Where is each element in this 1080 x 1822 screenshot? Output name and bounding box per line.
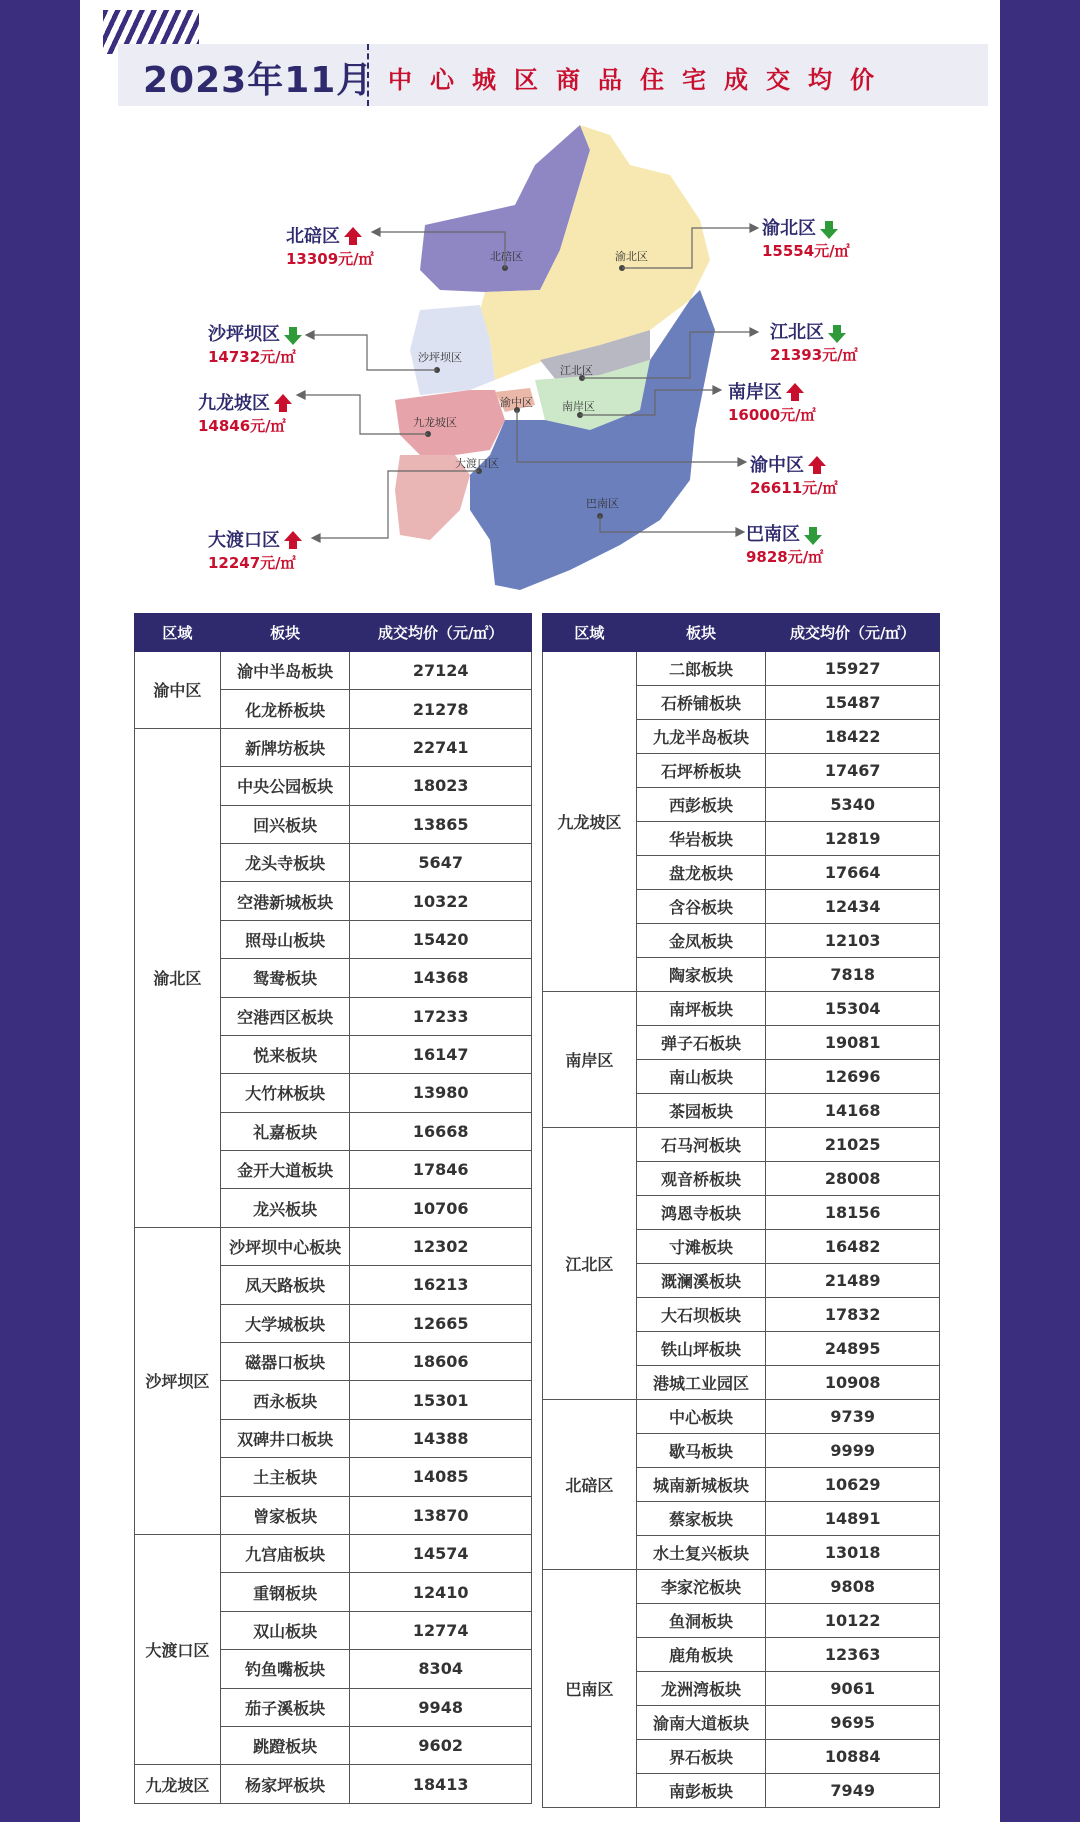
region-cell: 巴南区 [543, 1570, 637, 1808]
region-cell: 渝中区 [135, 652, 221, 729]
callout-name: 巴南区 [746, 524, 800, 545]
region-cell: 九龙坡区 [543, 652, 637, 992]
table-header-row [543, 614, 940, 652]
block-cell: 港城工业园区 [636, 1366, 766, 1400]
map-label-dadukou: 大渡口区 [455, 457, 499, 470]
price-cell: 21025 [766, 1128, 940, 1162]
table-row [135, 728, 532, 766]
block-cell: 沙坪坝中心板块 [220, 1227, 350, 1265]
price-cell: 5340 [766, 788, 940, 822]
arrow-down-icon [804, 535, 822, 545]
block-cell: 渝南大道板块 [636, 1706, 766, 1740]
block-cell: 二郎板块 [636, 652, 766, 686]
price-cell: 9061 [766, 1672, 940, 1706]
block-cell: 石马河板块 [636, 1128, 766, 1162]
price-cell: 7949 [766, 1774, 940, 1808]
price-cell: 18023 [350, 767, 532, 805]
block-cell: 城南新城板块 [636, 1468, 766, 1502]
table-row [543, 652, 940, 686]
price-cell: 9999 [766, 1434, 940, 1468]
callout-price: 13309元/㎡ [286, 250, 374, 268]
callout-beibei [286, 222, 374, 269]
price-cell: 5647 [350, 843, 532, 881]
region-cell: 江北区 [543, 1128, 637, 1400]
table-row [135, 1534, 532, 1572]
arrow-down-icon [284, 335, 302, 345]
block-cell: 大石坝板块 [636, 1298, 766, 1332]
block-cell: 陶家板块 [636, 958, 766, 992]
price-cell: 21489 [766, 1264, 940, 1298]
header-block: 板块 [220, 614, 350, 652]
block-cell: 空港新城板块 [220, 882, 350, 920]
callout-name: 九龙坡区 [198, 393, 270, 414]
block-cell: 鸳鸯板块 [220, 959, 350, 997]
price-cell: 16213 [350, 1266, 532, 1304]
block-cell: 石桥铺板块 [636, 686, 766, 720]
price-cell: 15304 [766, 992, 940, 1026]
callout-name: 渝中区 [750, 455, 804, 476]
price-cell: 13870 [350, 1496, 532, 1534]
block-cell: 茄子溪板块 [220, 1688, 350, 1726]
arrow-up-icon [344, 227, 362, 237]
price-cell: 22741 [350, 728, 532, 766]
region-cell: 沙坪坝区 [135, 1227, 221, 1534]
price-cell: 13865 [350, 805, 532, 843]
block-cell: 重钢板块 [220, 1573, 350, 1611]
map-label-shapingba: 沙坪坝区 [418, 351, 462, 364]
block-cell: 双碑井口板块 [220, 1419, 350, 1457]
block-cell: 弹子石板块 [636, 1026, 766, 1060]
block-cell: 南彭板块 [636, 1774, 766, 1808]
block-cell: 中心板块 [636, 1400, 766, 1434]
callout-price: 14732元/㎡ [208, 348, 296, 366]
region-cell: 大渡口区 [135, 1534, 221, 1764]
district-map [0, 0, 1080, 600]
header-price: 成交均价（元/㎡） [350, 614, 532, 652]
price-cell: 12410 [350, 1573, 532, 1611]
block-cell: 西永板块 [220, 1381, 350, 1419]
block-cell: 跳蹬板块 [220, 1726, 350, 1764]
block-cell: 大竹林板块 [220, 1074, 350, 1112]
block-cell: 礼嘉板块 [220, 1112, 350, 1150]
callout-price: 21393元/㎡ [770, 346, 858, 364]
block-cell: 渝中半岛板块 [220, 652, 350, 690]
table-row [135, 652, 532, 690]
price-cell: 27124 [350, 652, 532, 690]
price-cell: 10122 [766, 1604, 940, 1638]
price-cell: 16482 [766, 1230, 940, 1264]
price-cell: 14388 [350, 1419, 532, 1457]
price-cell: 14891 [766, 1502, 940, 1536]
price-cell: 9695 [766, 1706, 940, 1740]
callout-yubei [762, 214, 850, 261]
callout-jiulongpo [198, 389, 292, 436]
block-cell: 观音桥板块 [636, 1162, 766, 1196]
block-cell: 水土复兴板块 [636, 1536, 766, 1570]
arrow-up-icon [274, 394, 292, 404]
block-cell: 石坪桥板块 [636, 754, 766, 788]
page-title-year: 2023年11月 [143, 60, 374, 101]
price-cell: 17664 [766, 856, 940, 890]
block-cell: 大学城板块 [220, 1304, 350, 1342]
callout-name: 江北区 [770, 322, 824, 343]
block-cell: 回兴板块 [220, 805, 350, 843]
arrow-up-icon [786, 383, 804, 393]
region-cell: 九龙坡区 [135, 1765, 221, 1803]
header-block: 板块 [636, 614, 766, 652]
block-cell: 寸滩板块 [636, 1230, 766, 1264]
price-cell: 15487 [766, 686, 940, 720]
block-cell: 金开大道板块 [220, 1151, 350, 1189]
price-cell: 12434 [766, 890, 940, 924]
table-row [543, 992, 940, 1026]
price-cell: 15927 [766, 652, 940, 686]
header-region: 区域 [543, 614, 637, 652]
callout-name: 南岸区 [728, 382, 782, 403]
price-cell: 10706 [350, 1189, 532, 1227]
price-cell: 15420 [350, 920, 532, 958]
price-cell: 28008 [766, 1162, 940, 1196]
map-svg [0, 0, 1080, 600]
callout-nanan [728, 378, 816, 425]
block-cell: 土主板块 [220, 1458, 350, 1496]
price-cell: 9602 [350, 1726, 532, 1764]
price-cell: 13980 [350, 1074, 532, 1112]
block-cell: 九龙半岛板块 [636, 720, 766, 754]
price-cell: 17846 [350, 1151, 532, 1189]
block-cell: 铁山坪板块 [636, 1332, 766, 1366]
callout-name: 大渡口区 [208, 530, 280, 551]
page-subtitle: 中心城区商品住宅成交均价 [388, 66, 892, 94]
map-label-banan: 巴南区 [586, 497, 619, 510]
block-cell: 照母山板块 [220, 920, 350, 958]
block-cell: 凤天路板块 [220, 1266, 350, 1304]
price-cell: 18413 [350, 1765, 532, 1803]
callout-name: 北碚区 [286, 226, 340, 247]
block-cell: 曾家板块 [220, 1496, 350, 1534]
price-cell: 18422 [766, 720, 940, 754]
region-cell: 北碚区 [543, 1400, 637, 1570]
price-cell: 7818 [766, 958, 940, 992]
block-cell: 界石板块 [636, 1740, 766, 1774]
callout-price: 26611元/㎡ [750, 479, 838, 497]
block-cell: 南山板块 [636, 1060, 766, 1094]
table-row [135, 1765, 532, 1803]
arrow-up-icon [808, 456, 826, 466]
price-cell: 17233 [350, 997, 532, 1035]
table-row [543, 1570, 940, 1604]
callout-yuzhong [750, 451, 838, 498]
table-body-right [543, 652, 940, 1808]
block-cell: 茶园板块 [636, 1094, 766, 1128]
block-cell: 九宫庙板块 [220, 1534, 350, 1572]
map-label-yubei: 渝北区 [615, 250, 648, 263]
callout-shapingba [208, 320, 302, 367]
block-cell: 含谷板块 [636, 890, 766, 924]
price-table-right [542, 613, 940, 1808]
region-cell: 南岸区 [543, 992, 637, 1128]
price-cell: 8304 [350, 1650, 532, 1688]
map-label-beibei: 北碚区 [490, 250, 523, 263]
callout-price: 16000元/㎡ [728, 406, 816, 424]
map-label-nanan: 南岸区 [562, 400, 595, 413]
block-cell: 西彭板块 [636, 788, 766, 822]
block-cell: 龙兴板块 [220, 1189, 350, 1227]
price-cell: 14574 [350, 1534, 532, 1572]
block-cell: 化龙桥板块 [220, 690, 350, 728]
price-cell: 10629 [766, 1468, 940, 1502]
price-cell: 12103 [766, 924, 940, 958]
region-cell: 渝北区 [135, 728, 221, 1227]
price-cell: 12665 [350, 1304, 532, 1342]
price-cell: 12363 [766, 1638, 940, 1672]
block-cell: 盘龙板块 [636, 856, 766, 890]
block-cell: 杨家坪板块 [220, 1765, 350, 1803]
table-row [543, 1400, 940, 1434]
arrow-up-icon [284, 531, 302, 541]
block-cell: 中央公园板块 [220, 767, 350, 805]
callout-price: 12247元/㎡ [208, 554, 296, 572]
block-cell: 歇马板块 [636, 1434, 766, 1468]
price-cell: 9739 [766, 1400, 940, 1434]
price-cell: 24895 [766, 1332, 940, 1366]
callout-price: 9828元/㎡ [746, 548, 824, 566]
price-cell: 18156 [766, 1196, 940, 1230]
header-price: 成交均价（元/㎡） [766, 614, 940, 652]
map-label-jiangbei: 江北区 [560, 364, 593, 377]
map-region-shapingba [410, 305, 495, 395]
price-cell: 15301 [350, 1381, 532, 1419]
block-cell: 双山板块 [220, 1611, 350, 1649]
price-cell: 21278 [350, 690, 532, 728]
block-cell: 钓鱼嘴板块 [220, 1650, 350, 1688]
price-cell: 10908 [766, 1366, 940, 1400]
price-cell: 14085 [350, 1458, 532, 1496]
block-cell: 华岩板块 [636, 822, 766, 856]
map-label-jiulongpo: 九龙坡区 [413, 416, 457, 429]
callout-jiangbei [770, 318, 858, 365]
block-cell: 溉澜溪板块 [636, 1264, 766, 1298]
block-cell: 悦来板块 [220, 1035, 350, 1073]
price-cell: 14168 [766, 1094, 940, 1128]
block-cell: 金凤板块 [636, 924, 766, 958]
price-cell: 19081 [766, 1026, 940, 1060]
callout-price: 14846元/㎡ [198, 417, 286, 435]
block-cell: 鹿角板块 [636, 1638, 766, 1672]
block-cell: 龙头寺板块 [220, 843, 350, 881]
price-cell: 14368 [350, 959, 532, 997]
price-table-left [134, 613, 532, 1804]
price-cell: 16147 [350, 1035, 532, 1073]
block-cell: 磁器口板块 [220, 1343, 350, 1381]
block-cell: 龙洲湾板块 [636, 1672, 766, 1706]
callout-name: 沙坪坝区 [208, 324, 280, 345]
callout-name: 渝北区 [762, 218, 816, 239]
block-cell: 李家沱板块 [636, 1570, 766, 1604]
block-cell: 新牌坊板块 [220, 728, 350, 766]
table-body-left [135, 652, 532, 1804]
callout-dadukou [208, 526, 302, 573]
table-header-row [135, 614, 532, 652]
price-cell: 12302 [350, 1227, 532, 1265]
table-row [543, 1128, 940, 1162]
price-cell: 12696 [766, 1060, 940, 1094]
price-cell: 12819 [766, 822, 940, 856]
block-cell: 南坪板块 [636, 992, 766, 1026]
block-cell: 鱼洞板块 [636, 1604, 766, 1638]
price-cell: 17467 [766, 754, 940, 788]
price-cell: 9808 [766, 1570, 940, 1604]
block-cell: 空港西区板块 [220, 997, 350, 1035]
callout-banan [746, 520, 823, 567]
price-cell: 10322 [350, 882, 532, 920]
callout-price: 15554元/㎡ [762, 242, 850, 260]
arrow-down-icon [820, 229, 838, 239]
block-cell: 蔡家板块 [636, 1502, 766, 1536]
map-label-yuzhong: 渝中区 [500, 396, 533, 409]
price-cell: 17832 [766, 1298, 940, 1332]
header-region: 区域 [135, 614, 221, 652]
arrow-down-icon [828, 333, 846, 343]
price-cell: 10884 [766, 1740, 940, 1774]
price-cell: 16668 [350, 1112, 532, 1150]
price-cell: 18606 [350, 1343, 532, 1381]
table-row [135, 1227, 532, 1265]
block-cell: 鸿恩寺板块 [636, 1196, 766, 1230]
price-cell: 13018 [766, 1536, 940, 1570]
price-cell: 9948 [350, 1688, 532, 1726]
price-cell: 12774 [350, 1611, 532, 1649]
